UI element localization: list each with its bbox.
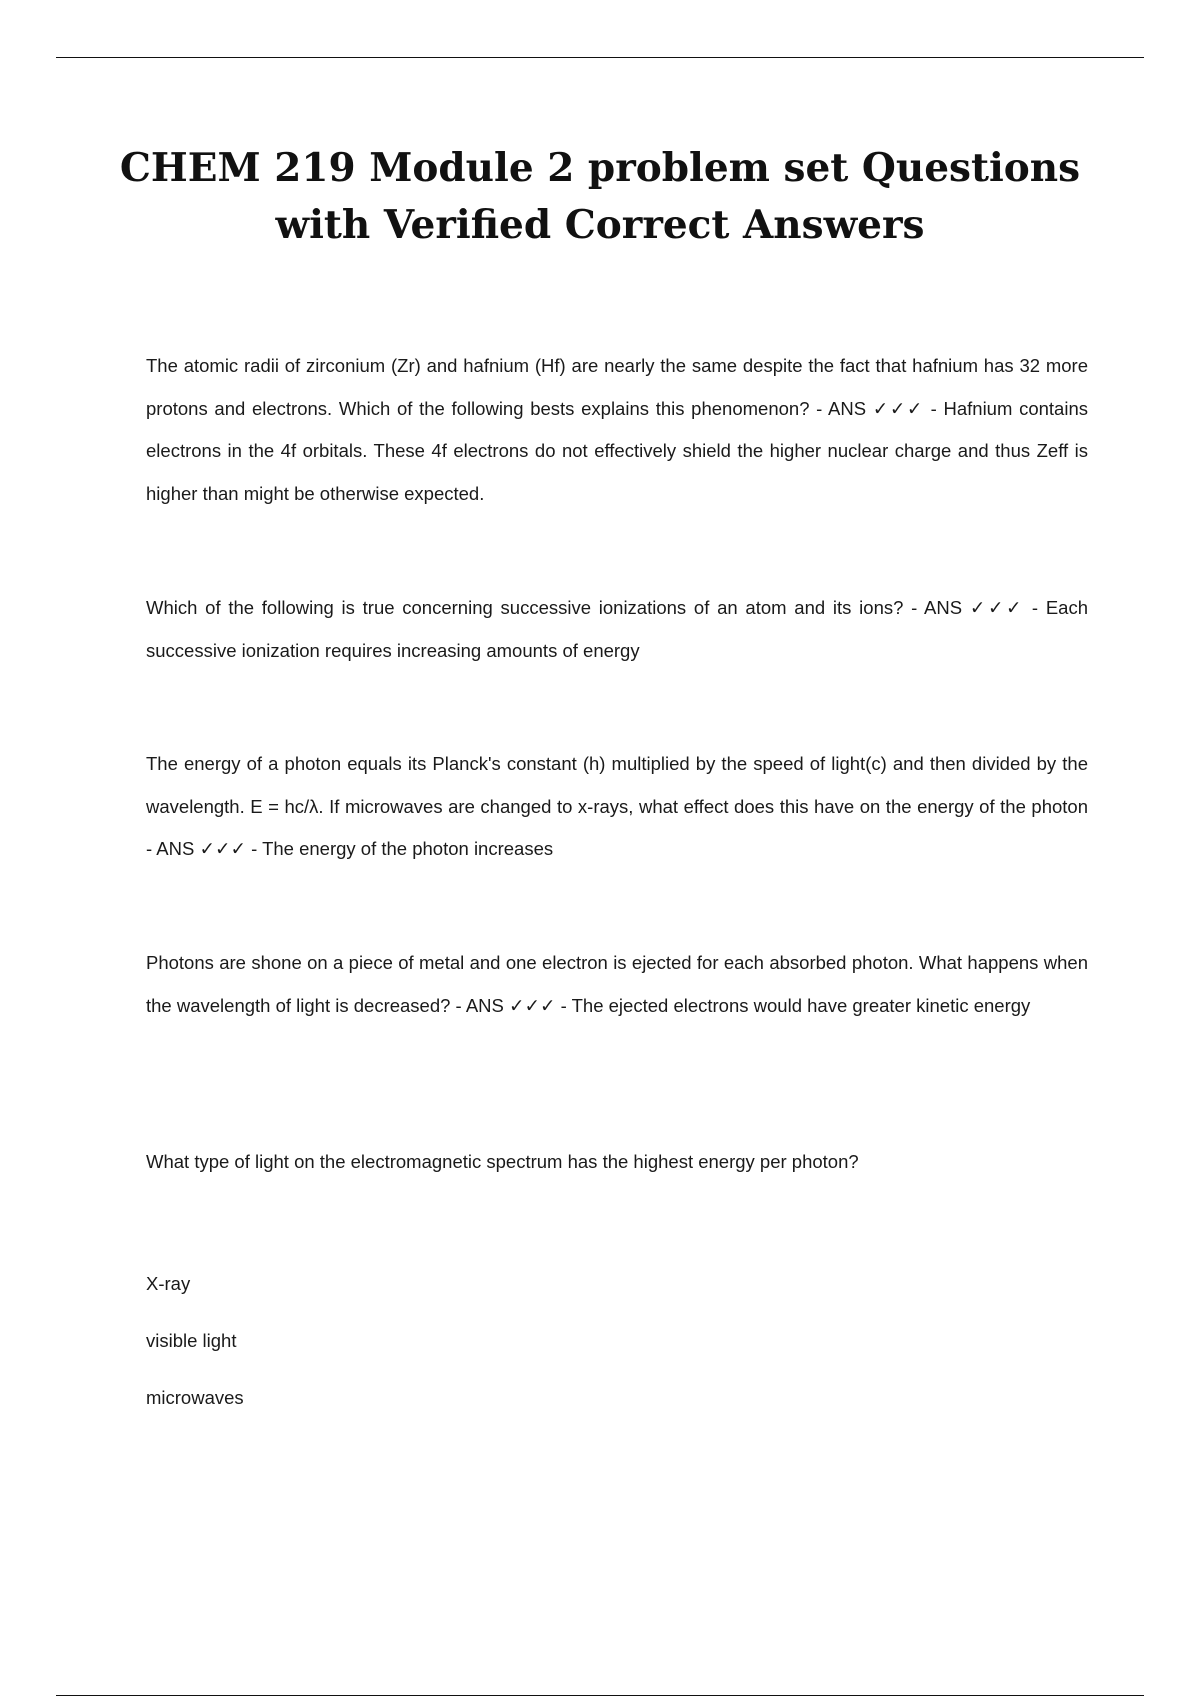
question-answer-photoelectric: Photons are shone on a piece of metal and one electron is ejected for each absorbed photon. What happens when the wavelength of light is decreased? - ANS ✓✓✓ - The ejected electrons would have greater kinetic energy xyxy=(146,952,1088,1016)
option-microwaves: microwaves xyxy=(146,1387,244,1408)
title-line-2: with Verified Correct Answers xyxy=(275,202,925,248)
option-visible-light: visible light xyxy=(146,1330,237,1351)
question-highest-energy-light: What type of light on the electromagnetic spectrum has the highest energy per photon? xyxy=(146,1151,859,1172)
question-answer-zirconium-hafnium: The atomic radii of zirconium (Zr) and hafnium (Hf) are nearly the same despite the fact that hafnium has 32 more protons and electrons. Which of the following bests explains this phenomenon? - ANS ✓✓✓ - Hafnium contains electrons in the 4f orbitals. These 4f electrons do not effectively shield the higher nuclear charge and thus Zeff is higher than might be otherwise expected. xyxy=(146,355,1088,504)
bottom-rule xyxy=(56,1695,1144,1696)
question-answer-successive-ionization: Which of the following is true concerning successive ionizations of an atom and its ions? - ANS ✓✓✓ - Each successive ionization requires increasing amounts of energy xyxy=(146,597,1088,661)
title-line-1: CHEM 219 Module 2 problem set Questions xyxy=(119,145,1081,191)
question-answer-photon-energy: The energy of a photon equals its Planck's constant (h) multiplied by the speed of light(c) and then divided by the wavelength. E = hc/λ. If microwaves are changed to x-rays, what effect does this have on the energy of the photon - ANS ✓✓✓ - The energy of the photon increases xyxy=(146,753,1088,859)
answer-options-list xyxy=(146,1255,746,1426)
top-rule xyxy=(56,57,1144,58)
option-x-ray: X-ray xyxy=(146,1273,191,1294)
document-title xyxy=(100,140,1100,254)
